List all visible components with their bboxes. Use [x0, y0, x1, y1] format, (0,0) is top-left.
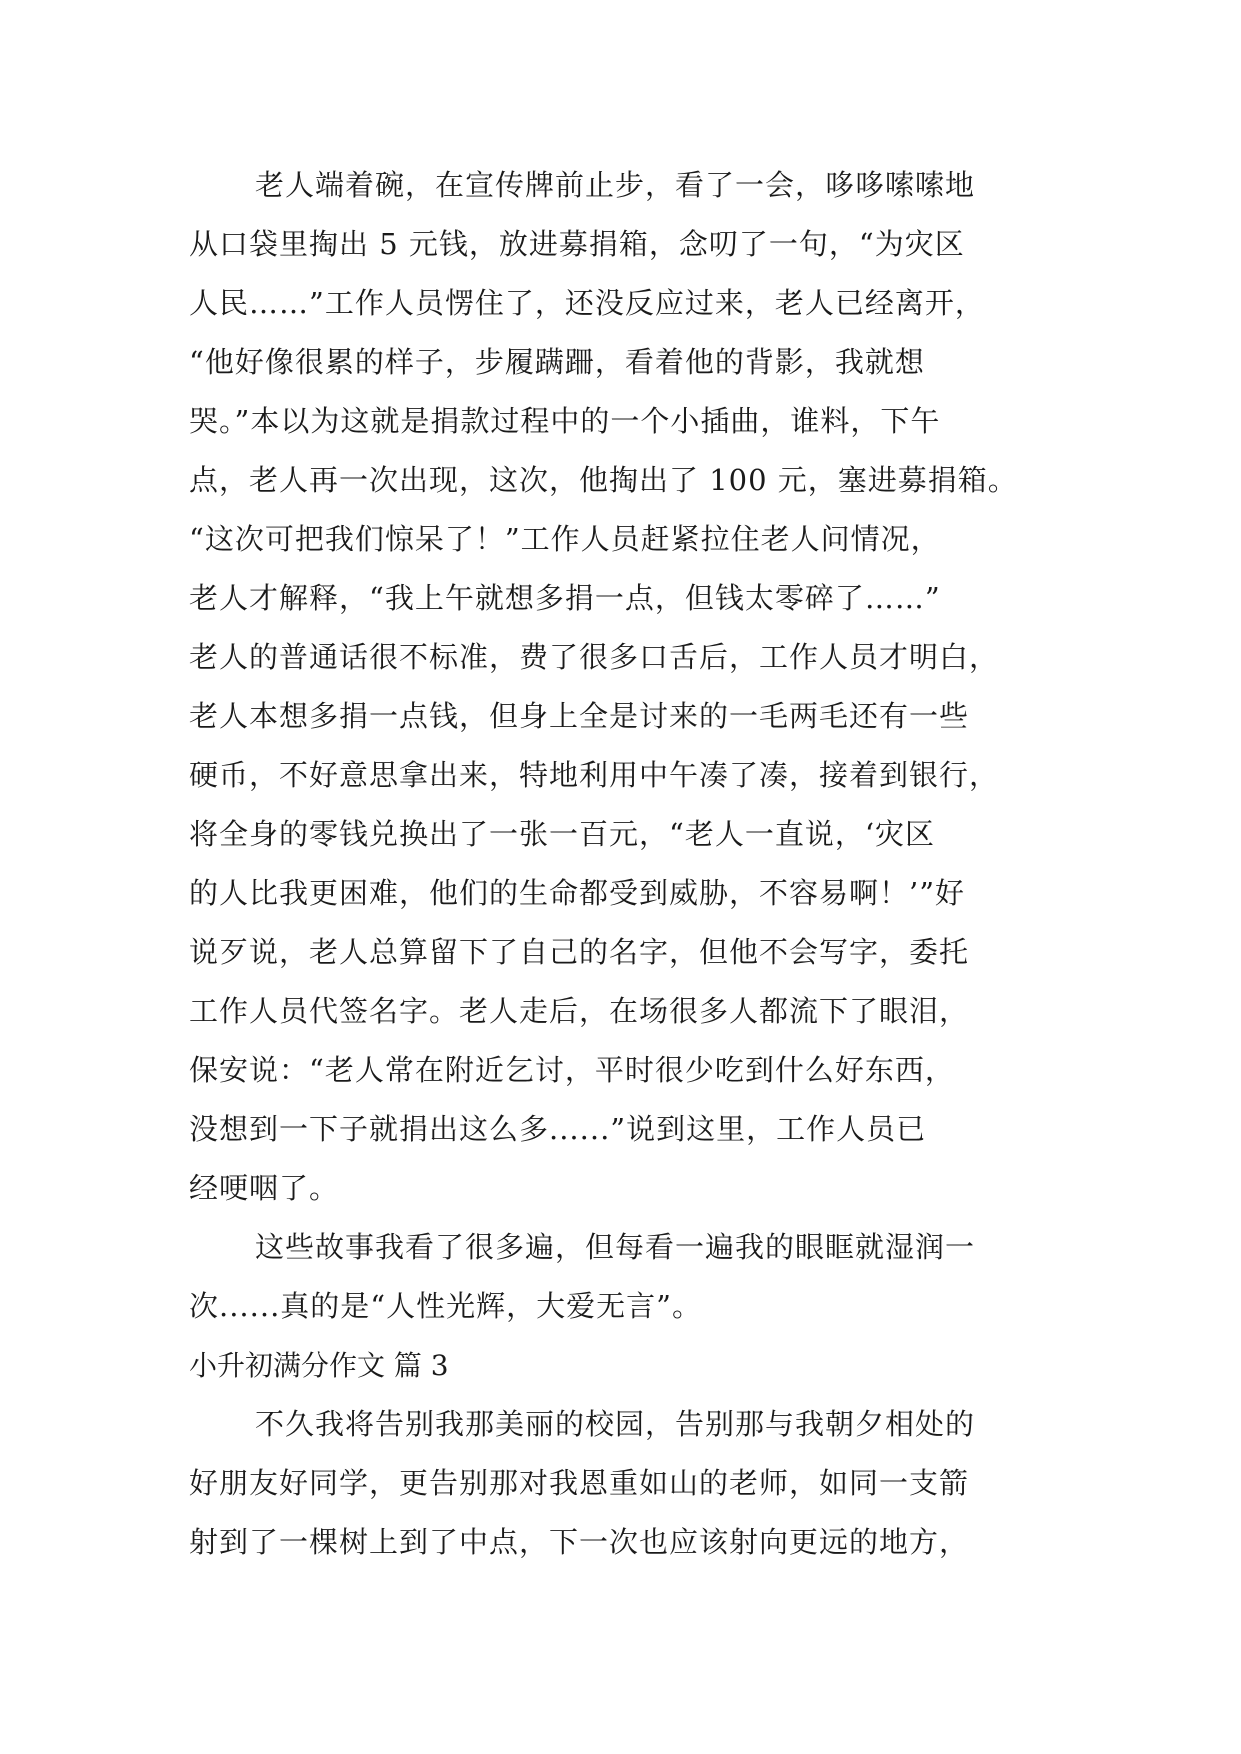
section-heading: 小升初满分作文 篇 3 — [189, 1349, 449, 1382]
text-line: 点，老人再一次出现，这次，他掏出了 100 元，塞进募捐箱。 — [189, 463, 1018, 497]
text-line: 保安说：“老人常在附近乞讨，平时很少吃到什么好东西， — [189, 1053, 955, 1087]
text-line: “他好像很累的样子，步履蹒跚，看着他的背影，我就想 — [189, 345, 925, 379]
text-line: 硬币，不好意思拿出来，特地利用中午凑了凑，接着到银行， — [189, 758, 1000, 792]
text-line: 的人比我更困难，他们的生命都受到威胁，不容易啊！’”好 — [189, 876, 966, 910]
text-line: 人民……”工作人员愣住了，还没反应过来，老人已经离开， — [189, 286, 985, 320]
text-line: 次......真的是“人性光辉，大爱无言”。 — [189, 1289, 702, 1323]
essay-body — [189, 156, 1069, 1572]
text-line: 没想到一下子就捐出这么多......”说到这里，工作人员已 — [189, 1112, 927, 1146]
text-line: 好朋友好同学，更告别那对我恩重如山的老师，如同一支箭 — [189, 1466, 970, 1500]
text-line: 老人端着碗，在宣传牌前止步，看了一会，哆哆嗦嗦地 — [255, 168, 976, 202]
text-line: 老人本想多捐一点钱，但身上全是讨来的一毛两毛还有一些 — [189, 699, 970, 733]
text-line: 将全身的零钱兑换出了一张一百元，“老人一直说，‘灾区 — [189, 817, 936, 851]
text-line: 老人的普通话很不标准，费了很多口舌后，工作人员才明白， — [189, 640, 1000, 674]
text-line: 从口袋里掏出 5 元钱，放进募捐箱，念叨了一句，“为灾区 — [189, 227, 965, 261]
text-line: “这次可把我们惊呆了！”工作人员赶紧拉住老人问情况， — [189, 522, 941, 556]
text-line: 射到了一棵树上到了中点，下一次也应该射向更远的地方， — [189, 1525, 970, 1559]
paragraph-2 — [189, 1218, 1069, 1336]
text-line: 经哽咽了。 — [189, 1171, 340, 1205]
text-line: 说歹说，老人总算留下了自己的名字，但他不会写字，委托 — [189, 935, 970, 969]
paragraph-3 — [189, 1395, 1069, 1572]
text-line: 哭。”本以为这就是捐款过程中的一个小插曲，谁料，下午 — [189, 404, 941, 438]
text-line: 老人才解释，“我上午就想多捐一点，但钱太零碎了……” — [189, 581, 941, 615]
text-line: 工作人员代签名字。老人走后，在场很多人都流下了眼泪， — [189, 994, 970, 1028]
paragraph-1 — [189, 156, 1069, 1218]
text-line: 不久我将告别我那美丽的校园，告别那与我朝夕相处的 — [255, 1407, 976, 1441]
text-line: 这些故事我看了很多遍，但每看一遍我的眼眶就湿润一 — [255, 1230, 976, 1264]
